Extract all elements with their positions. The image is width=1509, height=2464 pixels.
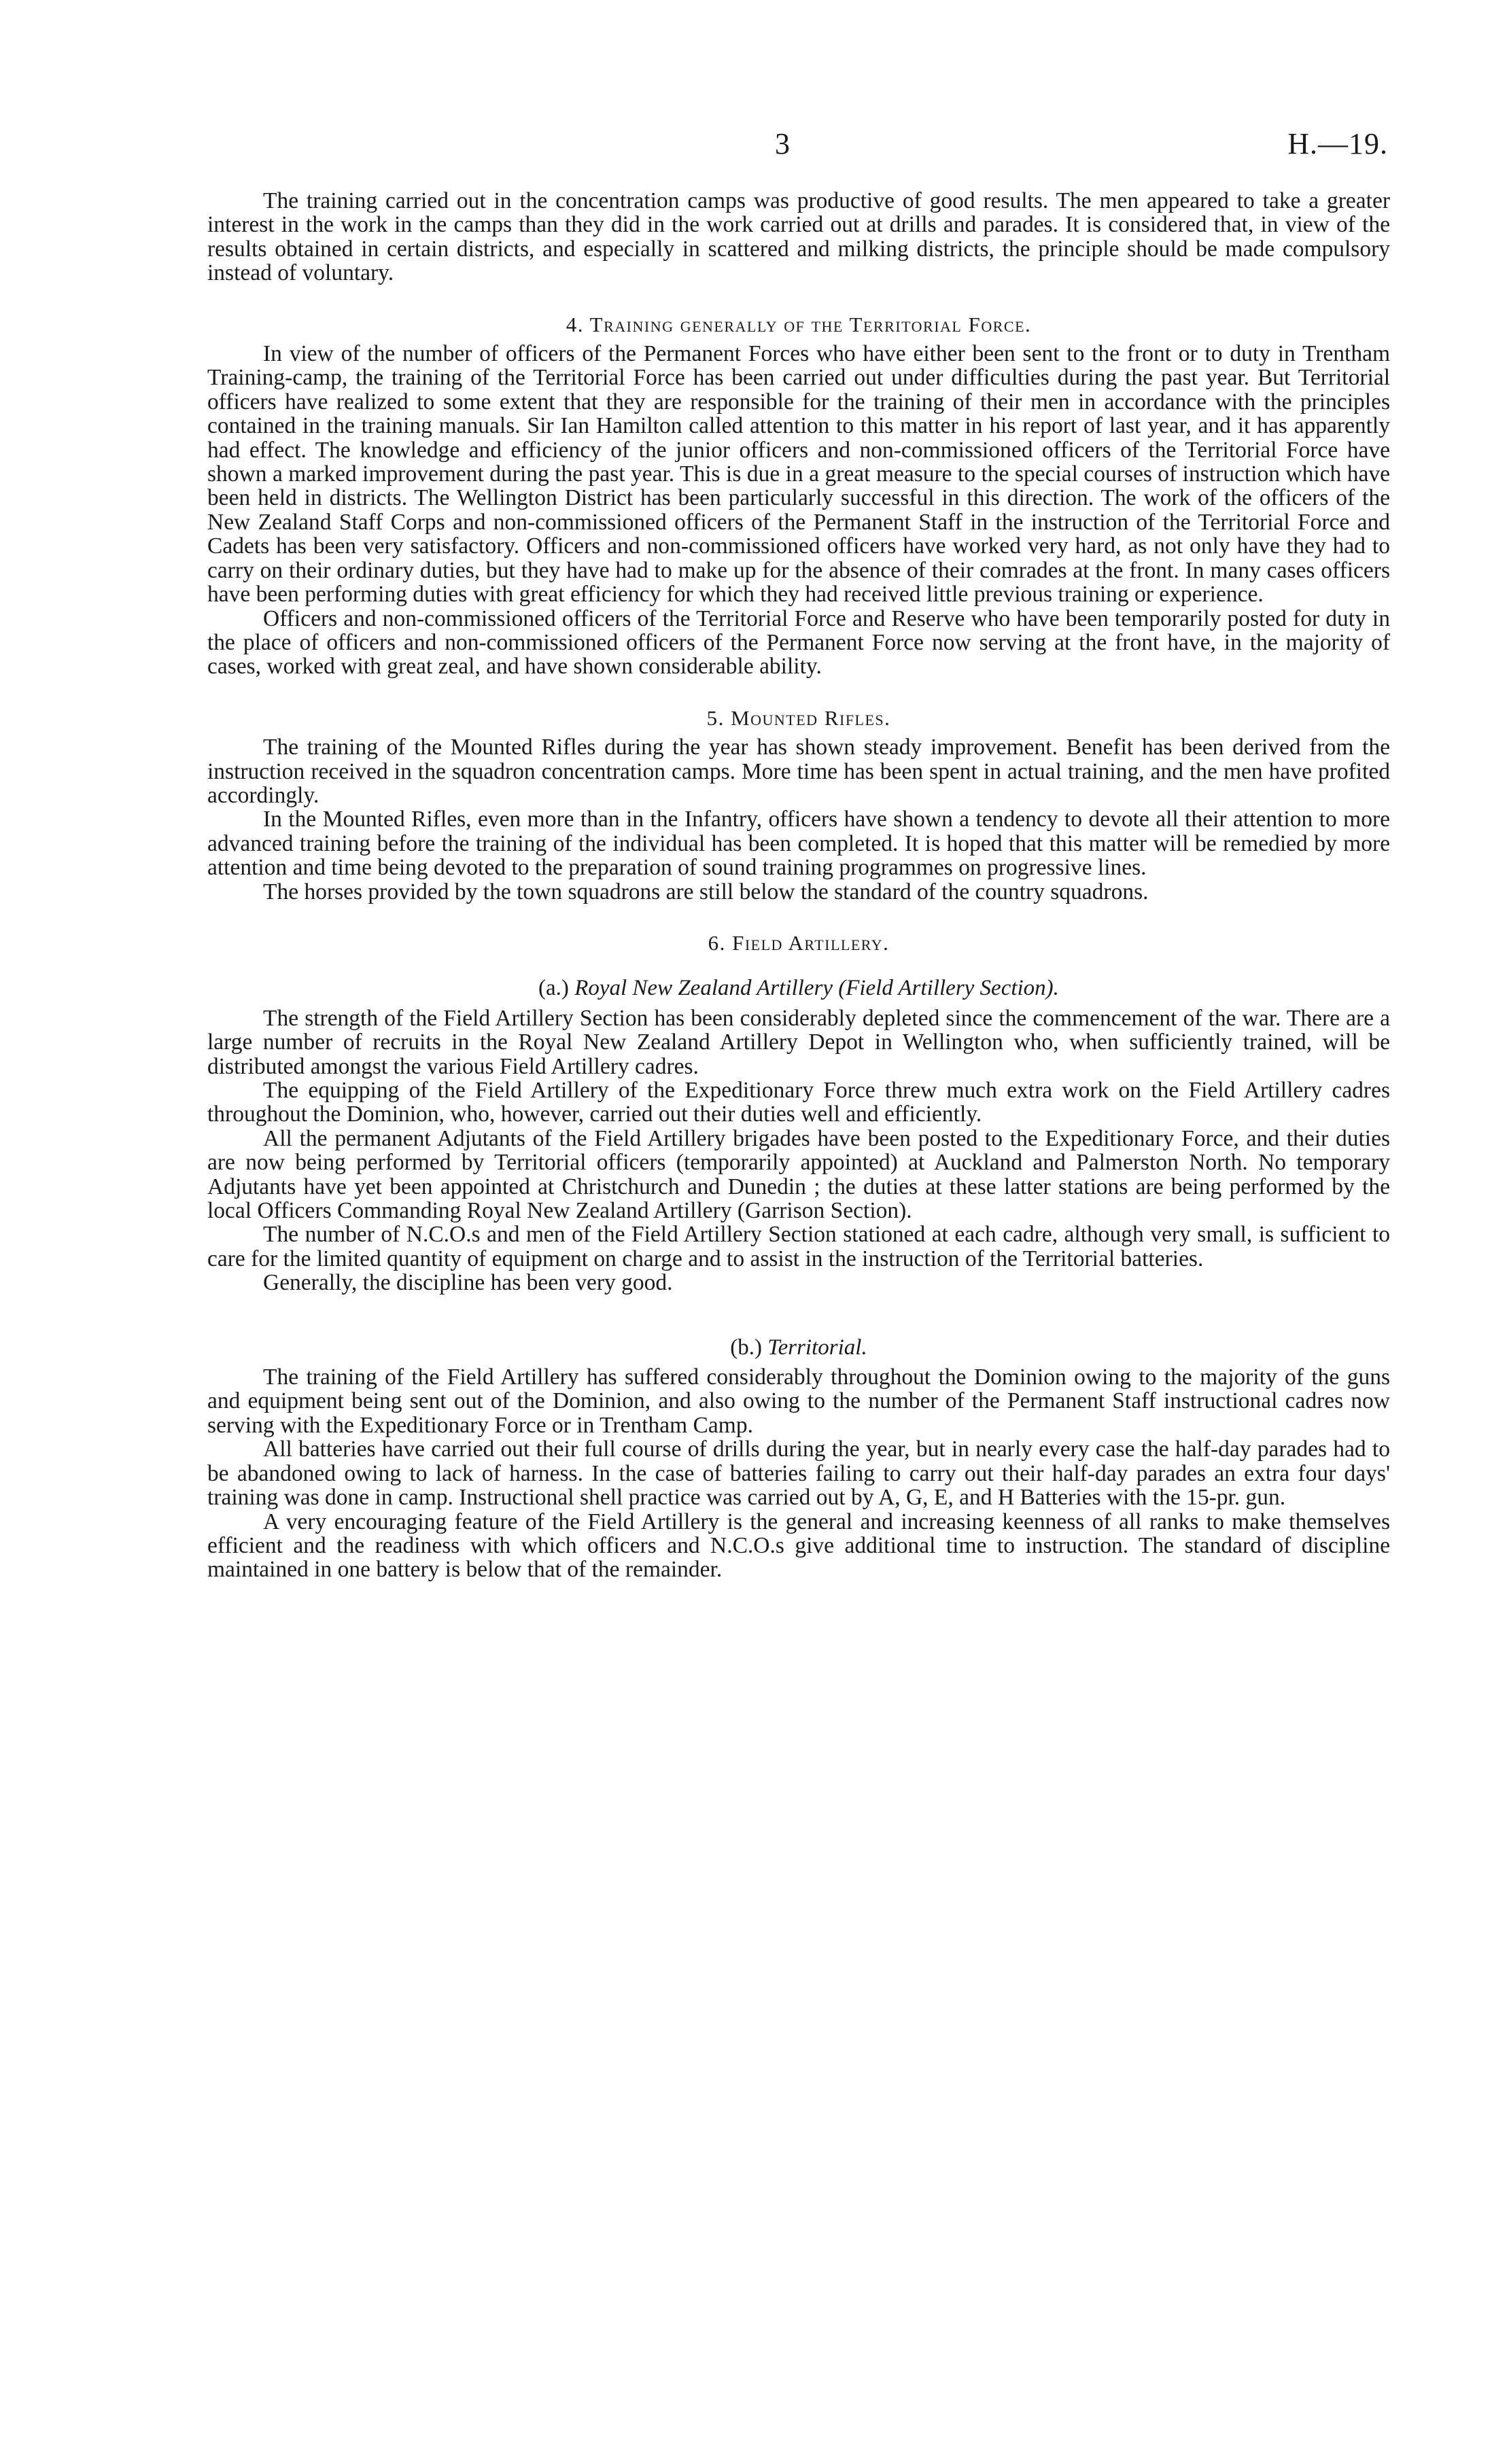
subsection-b-heading bbox=[207, 1295, 1390, 1365]
subsection-a-paragraph-3: All the permanent Adjutants of the Field Artillery brigades have been posted to the Expeditionary Force, and their duties are now being performed by Territorial officers (temporarily appointed) at Auckland and Palmerston North. No temporary Adjutants have yet been appointed at Christchurch and Dunedin ; the duties at these latter stations are being performed by the local Officers Commanding Royal New Zealand Artillery (Garrison Section). bbox=[207, 1125, 1390, 1224]
subsection-a-paragraph-2: The equipping of the Field Artillery of the Expeditionary Force threw much extra work on the Field Artillery cadres throughout the Dominion, who, however, carried out their duties well and efficiently. bbox=[207, 1078, 1390, 1127]
subsection-b-title: Territorial. bbox=[767, 1335, 867, 1360]
body-text bbox=[207, 189, 1390, 1582]
section-5-paragraph-1: The training of the Mounted Rifles during the year has shown steady improvement. Benefit has been derived from the instruction received in the squadron concentration camps. More time has been spent in actual training, and the men have profited accordingly. bbox=[207, 735, 1390, 808]
subsection-a-heading bbox=[207, 960, 1390, 1006]
section-5-heading: 5. Mounted Rifles. bbox=[706, 705, 891, 730]
subsection-b-label: (b.) bbox=[730, 1335, 763, 1360]
section-4-paragraph-1: In view of the number of officers of the Permanent Forces who have either been sent to the front or to duty in Trentham Training-camp, the training of the Territorial Force has been carried out under difficulties during the past year. But Territorial officers have realized to some extent that they are responsible for the training of their men in accordance with the principles contained in the training manuals. Sir Ian Hamilton called attention to this matter in his report of last year, and it has apparently had effect. The knowledge and efficiency of the junior officers and non-commissioned officers of the Territorial Force have shown a marked improvement during the past year. This is due in a great measure to the special courses of instruction which have been held in districts. The Wellington District has been particularly successful in this direction. The work of the officers of the New Zealand Staff Corps and non-commissioned officers of the Permanent Staff in the instruction of the Territorial Force and Cadets has been very satisfactory. Officers and non-commissioned officers have worked very hard, as not only have they had to carry on their ordinary duties, but they have had to make up for the absence of their comrades at the front. In many cases officers have been performing duties with great efficiency for which they had received little previous training or experience. bbox=[207, 341, 1390, 608]
document-reference: H.—19. bbox=[1287, 127, 1388, 160]
section-6-heading: 6. Field Artillery. bbox=[708, 930, 890, 955]
section-4-heading: 4. Training generally of the Territorial Force. bbox=[566, 312, 1032, 336]
subsection-b-paragraph-3: A very encouraging feature of the Field Artillery is the general and increasing keenness of all ranks to make themselves efficient and the readiness with which officers and N.C.O.s give additional time to instruction. The standard of discipline maintained in one battery is below that of the remainder. bbox=[207, 1509, 1390, 1583]
subsection-a-label: (a.) bbox=[538, 976, 569, 1001]
intro-paragraph: The training carried out in the concentration camps was productive of good results. The men appeared to take a greater interest in the work in the camps than they did in the work carried out at drills and parades. It is considered that, in view of the results obtained in certain districts, and especially in scattered and milking districts, the principle should be made compulsory instead of voluntary. bbox=[207, 188, 1390, 286]
subsection-a-title: Royal New Zealand Artillery (Field Artillery Section). bbox=[574, 976, 1059, 1001]
page-number: 3 bbox=[775, 127, 790, 160]
subsection-a-paragraph-4: The number of N.C.O.s and men of the Field Artillery Section stationed at each cadre, although very small, is sufficient to care for the limited quantity of equipment on charge and to assist in the instruction of the Territorial batteries. bbox=[207, 1222, 1390, 1271]
section-4-paragraph-2: Officers and non-commissioned officers of the Territorial Force and Reserve who have been temporarily posted for duty in the place of officers and non-commissioned officers of the Permanent Force now serving at the front have, in the majority of cases, worked with great zeal, and have shown considerable ability. bbox=[207, 605, 1390, 680]
section-5-paragraph-2: In the Mounted Rifles, even more than in the Infantry, officers have shown a tendency to devote all their attention to more advanced training before the training of the individual has been completed. It is hoped that this matter will be remedied by more attention and time being devoted to the preparation of sound training programmes on progressive lines. bbox=[207, 807, 1390, 881]
subsection-a-paragraph-5: Generally, the discipline has been very good. bbox=[263, 1270, 673, 1296]
subsection-b-paragraph-1: The training of the Field Artillery has suffered considerably throughout the Dominion owing to the majority of the guns and equipment being sent out of the Dominion, and also owing to the number of the Permanent Staff instructional cadres now serving with the Expeditionary Force or in Trentham Camp. bbox=[207, 1365, 1390, 1438]
subsection-a-paragraph-1: The strength of the Field Artillery Section has been considerably depleted since the commencement of the war. There are a large number of recruits in the Royal New Zealand Artillery Depot in Wellington who, when sufficiently trained, will be distributed amongst the various Field Artillery cadres. bbox=[207, 1005, 1390, 1079]
subsection-b-paragraph-2: All batteries have carried out their full course of drills during the year, but in nearly every case the half-day parades had to be abandoned owing to lack of harness. In the case of batteries failing to carry out their half-day parades an extra four days' training was done in camp. Instructional shell practice was carried out by A, G, E, and H Batteries with the 15-pr. gun. bbox=[207, 1437, 1390, 1511]
section-5-paragraph-3: The horses provided by the town squadrons are still below the standard of the country squadrons. bbox=[263, 879, 1149, 904]
